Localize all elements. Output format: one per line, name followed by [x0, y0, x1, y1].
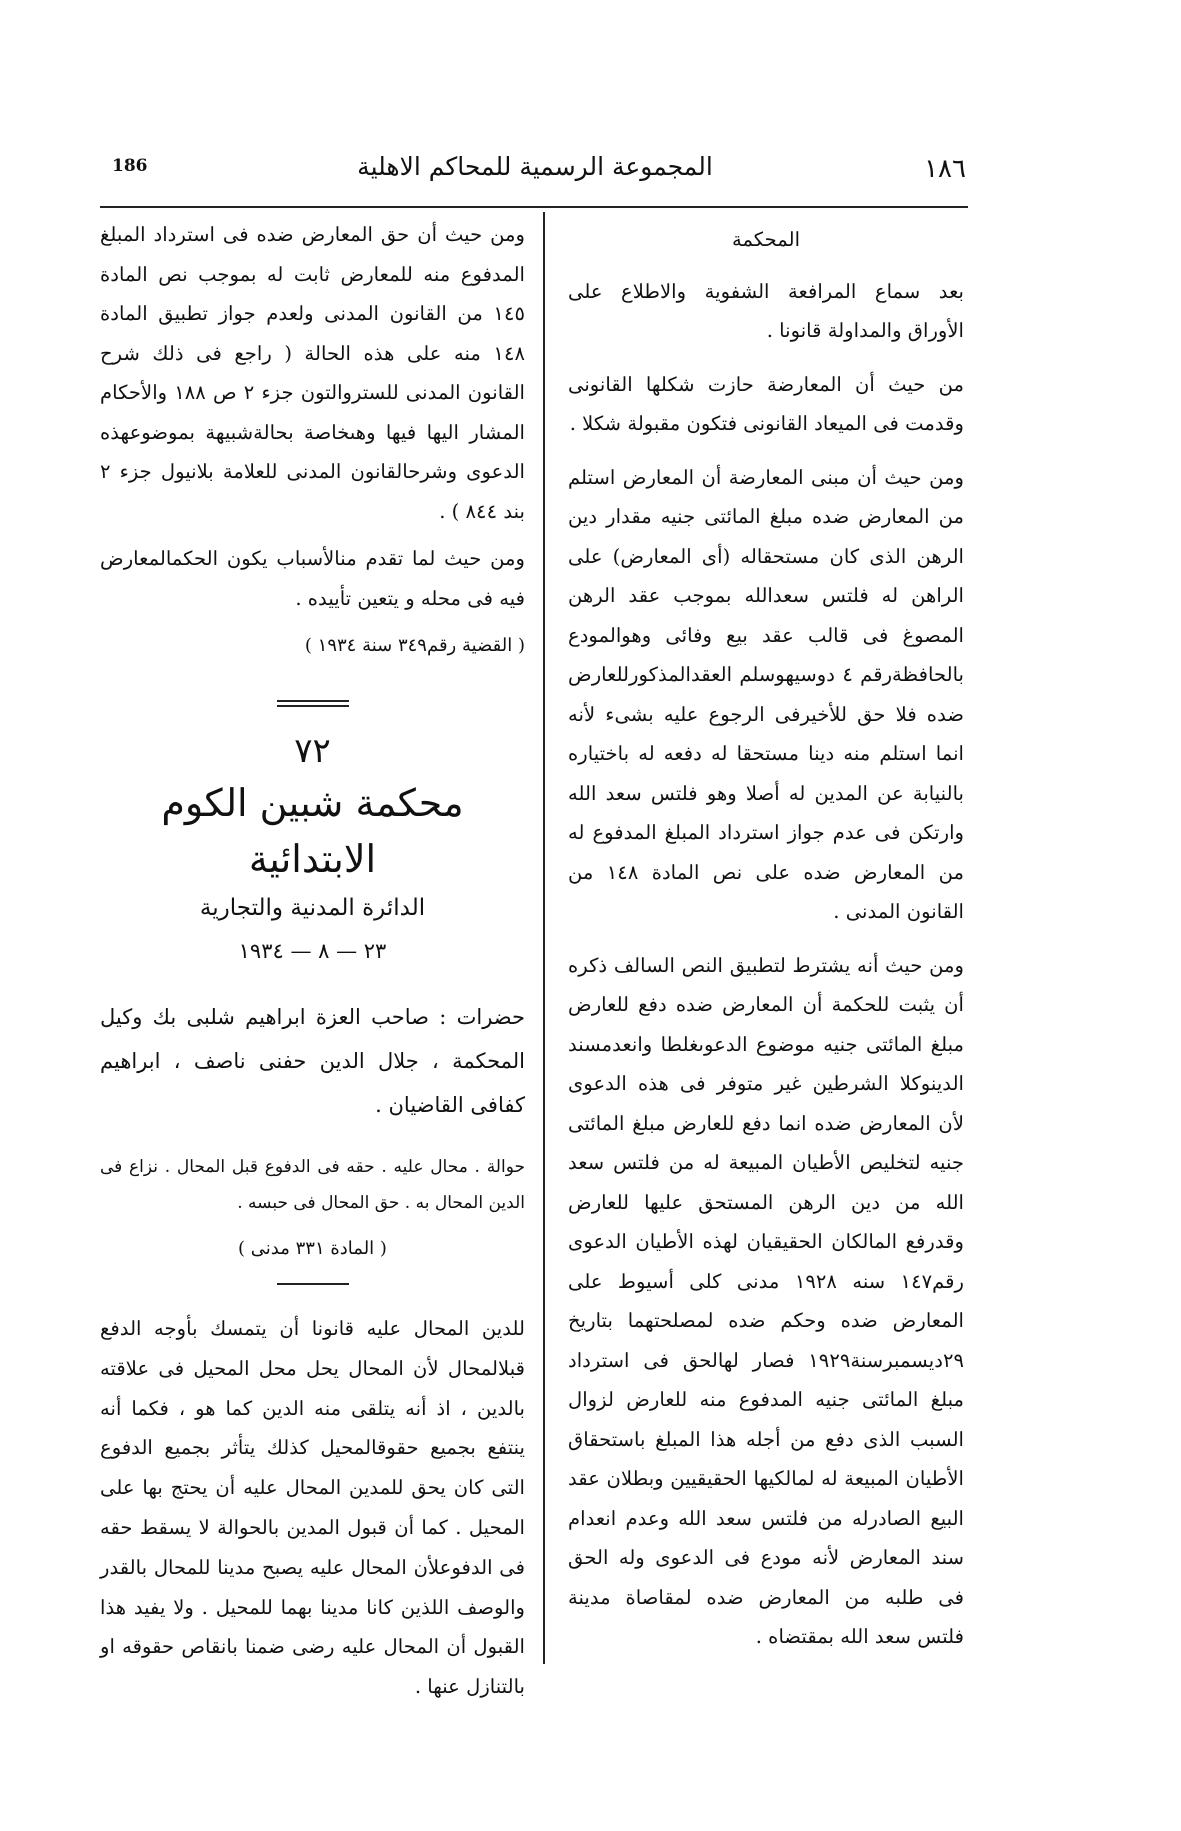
column-divider: [543, 212, 545, 1664]
running-title: المجموعة الرسمية للمحاكم الاهلية: [357, 152, 713, 181]
paragraph: ومن حيث أن مبنى المعارضة أن المعارض استلم من المعارض ضده مبلغ المائتى جنيه مقدار دين الرهن الذى كان مستحقاله (أى المعارض) على الراهن له فلتس سعدالله بموجب عقد الرهن المصوغ فى قالب عقد بيع وفائى وهوالمودع بالحافظةرقم ٤ دوسيهوسلم العقدالمذكورللعارض ضده فلا حق للأخيرفى الرجوع عليه بشىء لأنه انما استلم منه دينا مستحقا له دفعه له باختياره بالنيابة عن المدين له أصلا وهو فلتس سعد الله وارتكن فى عدم جواز استرداد المبلغ المدفوع له من المعارض ضده على نص المادة ١٤٨ من القانون المدنى .: [568, 465, 965, 923]
paragraph: ومن حيث أنه يشترط لتطبيق النص السالف ذكره أن يثبت للحكمة أن المعارض ضده دفع للعارض مبلغ المائتى جنيه موضوع الدعوىغلطا وانعدمسند الدينوكلا الشرطين غير متوفر فى هذه الدعوى لأن المعارض ضده انما دفع للعارض مبلغ المائتى جنيه لتخليص الأطيان المبيعة له من فلتس سعد الله من دين الرهن المستحق عليها للعارض وقدرفع المالكان الحقيقيان لهذه الأطيان الدعوى رقم١٤٧ سنه ١٩٢٨ مدنى كلى أسيوط على المعارض ضده وحكم ضده لمصلحتهما بتاريخ ٢٩ديسمبرسنة١٩٢٩ فصار لهالحق فى استرداد مبلغ المائتى جنيه المدفوع منه للعارض لزوال السبب الذى دفع من أجله هذا المبلغ باستحقاق الأطيان المبيعة له لمالكيها الحقيقيين وبطلان عقد البيع الصادرله من فلتس سعد الله وعدم انعدام سند المعارض لأنه مودع فى الدعوى وله الحق فى طلبه من المعارض ضده لمقاصاة مدينة فلتس سعد الله بمقتضاه .: [568, 953, 964, 1648]
section-divider: [277, 700, 349, 707]
header-rule: [100, 206, 968, 208]
paragraph: ومن حيث أن حق المعارض ضده فى استرداد المبلغ المدفوع منه للمعارض ثابت له بموجب نص المادة ١٤٥ من القانون المدنى ولعدم جواز تطبيق المادة ١٤٨ منه على هذه الحالة ( راجع فى ذلك شرح القانون المدنى للستروالتون جزء ٢ ص ١٨٨ والأحكام المشار اليها فيها وهىخاصة بحالةشبيهة بموضوعهذه الدعوى وشرحالقانون المدنى للعلامة بلانيول جزء ٢ بند ٨٤٤ ) .: [100, 223, 525, 523]
subject-keywords: حوالة . محال عليه . حقه فى الدفوع قبل المحال . نزاع فى الدين المحال به . حق المحال فى حبسه .: [100, 1157, 525, 1213]
case-number: ٧٢: [294, 731, 331, 771]
summary-divider: [277, 1283, 349, 1285]
page-header: [100, 150, 970, 190]
right-column: [568, 220, 964, 1657]
paragraph: من حيث أن المعارضة حازت شكلها القانونى وقدمت فى الميعاد القانونى فتكون مقبولة شكلا .: [568, 372, 964, 435]
judgment-date: ٢٣ — ٨ — ١٩٣٤: [238, 939, 387, 963]
page-number-latin: 186: [112, 156, 148, 176]
court-heading: المحكمة: [731, 228, 801, 251]
page-number-arabic: ١٨٦: [924, 154, 966, 184]
paragraph: بعد سماع المرافعة الشفوية والاطلاع على الأوراق والمداولة قانونا .: [568, 279, 964, 342]
judges-panel: حضرات : صاحب العزة ابراهيم شلبى بك وكيل المحكمة ، جلال الدين حفنى ناصف ، ابراهيم كفافى القاضيان .: [100, 1005, 525, 1117]
department: الدائرة المدنية والتجارية: [199, 895, 426, 921]
case-citation: ( القضية رقم٣٤٩ سنة ١٩٣٤ ): [304, 635, 525, 656]
article-reference: ( المادة ٣٣١ مدنى ): [238, 1238, 387, 1259]
court-name: محكمة شبين الكوم الابتدائية: [161, 781, 464, 881]
left-column: [100, 215, 525, 1707]
paragraph: ومن حيث لما تقدم منالأسباب يكون الحكمالمعارض فيه فى محله و يتعين تأييده .: [100, 547, 525, 610]
legal-summary: للدين المحال عليه قانونا أن يتمسك بأوجه الدفع قبلالمحال لأن المحال يحل محل المحيل فى علاقته بالدين ، اذ أنه يتلقى منه الدين كما هو ، فكما أنه ينتفع بجميع حقوقالمحيل كذلك يتأثر بجميع الدفوع التى كان يحق للمدين المحال عليه أن يحتج بها على المحيل . كما أن قبول المدين بالحوالة لا يسقط حقه فى الدفوعلأن المحال عليه يصبح مدينا للمحال بالقدر والوصف اللذين كانا مدينا بهما للمحيل . ولا يفيد هذا القبول أن المحال عليه رضى ضمنا بانقاص حقوقه او بالتنازل عنها .: [100, 1317, 525, 1699]
